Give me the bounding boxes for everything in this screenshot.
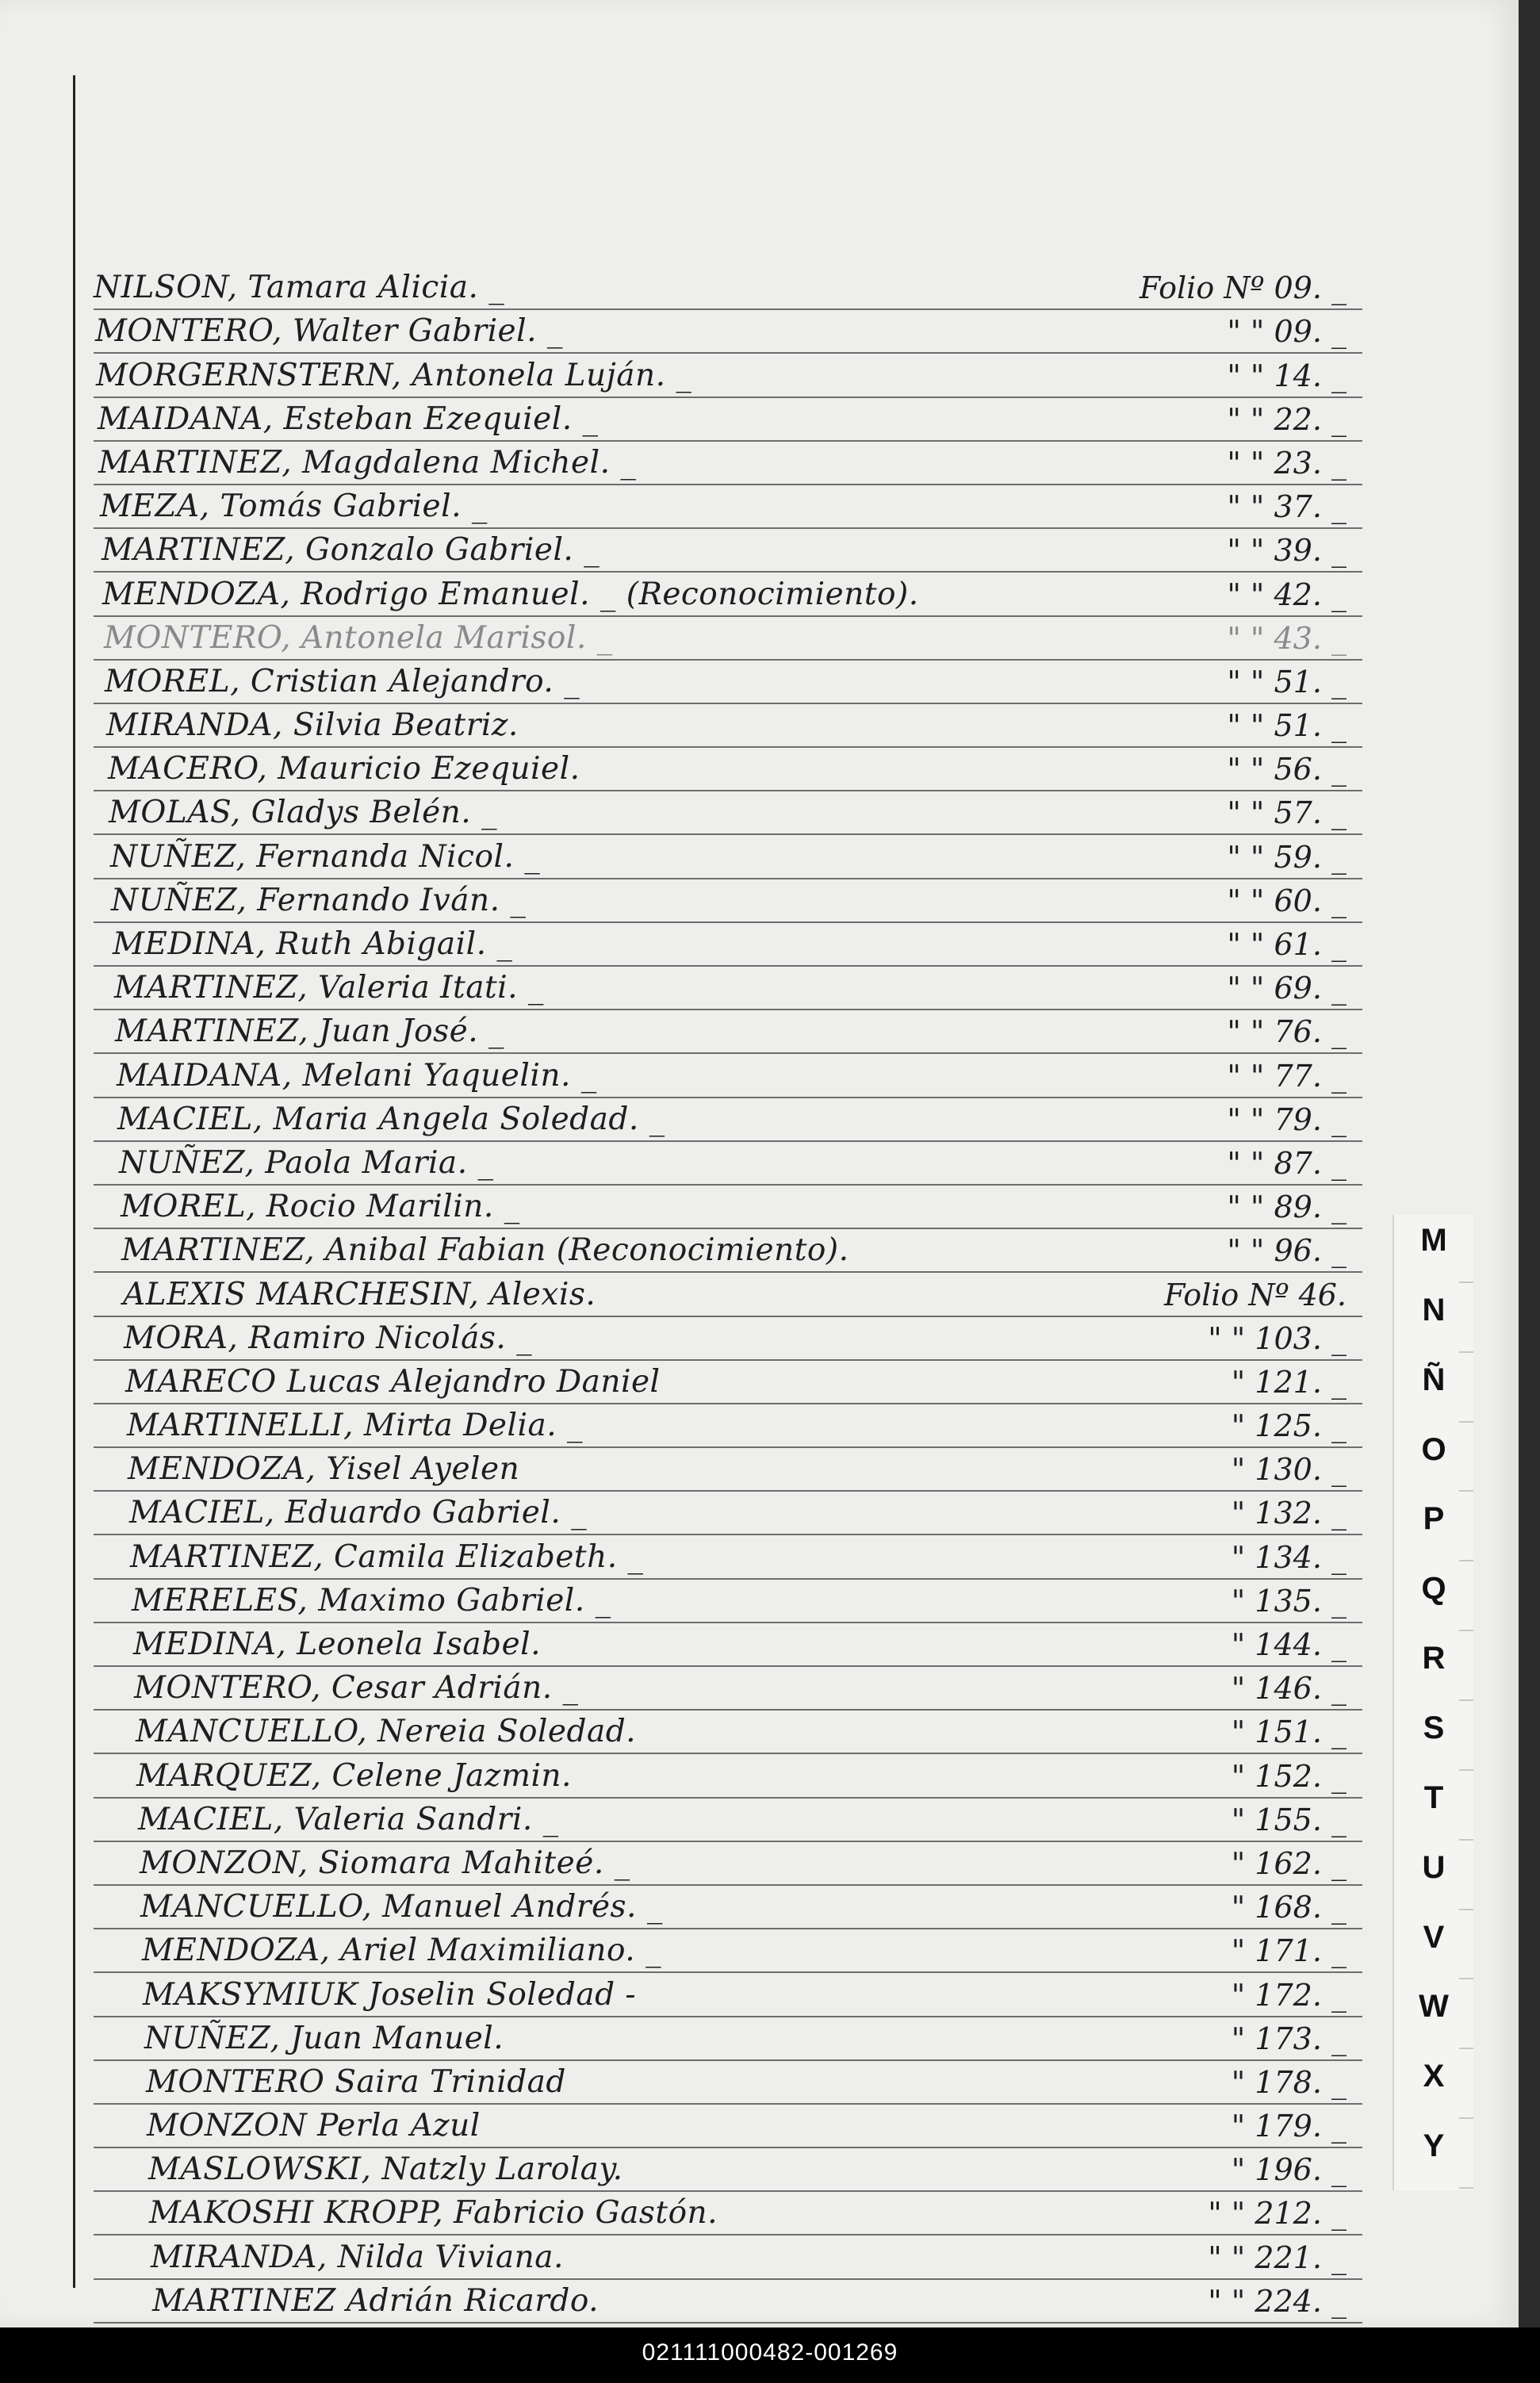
entry-name: MEZA, Tomás Gabriel. _ (100, 488, 488, 525)
entry-name: MARTINEZ, Camila Elizabeth. _ (130, 1538, 644, 1575)
tab-divider (1459, 1282, 1473, 1283)
entry-folio: " 155. _ (1231, 1802, 1347, 1837)
entry-name: MARTINEZ, Valeria Itati. _ (114, 970, 544, 1006)
entry-name: MORGERNSTERN, Antonela Luján. _ (96, 357, 692, 393)
entry-name: MONTERO, Walter Gabriel. _ (95, 313, 563, 350)
entry-folio: " " 37. _ (1227, 489, 1347, 525)
alphabet-index-tab (1393, 1215, 1473, 2190)
ledger-row (94, 2105, 1362, 2148)
ledger-row (94, 1229, 1362, 1273)
entry-folio: " " 76. _ (1227, 1014, 1347, 1050)
ledger-row (94, 2017, 1362, 2061)
alphabet-letter: O (1421, 1432, 1446, 1467)
entry-folio: " " 43. _ (1227, 620, 1347, 656)
entry-folio: " " 89. _ (1227, 1190, 1347, 1225)
ledger-row (94, 748, 1362, 791)
ledger-row (94, 879, 1362, 923)
entry-name: MENDOZA, Rodrigo Emanuel. _ (Reconocimiento). (102, 576, 919, 612)
entry-name: MAKOSHI KROPP, Fabricio Gastón. (149, 2195, 718, 2232)
alphabet-letter: X (1423, 2059, 1445, 2094)
ledger-row (94, 1098, 1362, 1142)
entry-name: MENDOZA, Yisel Ayelen (128, 1451, 520, 1488)
entry-name: MARTINEZ, Gonzalo Gabriel. _ (102, 532, 600, 569)
ledger-row (94, 310, 1362, 354)
ledger-row (94, 1754, 1362, 1798)
entry-name: NUÑEZ, Paola Maria. _ (119, 1144, 494, 1181)
entry-name: MOREL, Cristian Alejandro. _ (105, 663, 580, 699)
entry-name: MAIDANA, Esteban Ezequiel. _ (98, 400, 599, 437)
tab-divider (1459, 1351, 1473, 1353)
entry-name: ALEXIS MARCHESIN, Alexis. (123, 1276, 596, 1312)
ledger-row (94, 835, 1362, 879)
entry-name: MONTERO, Antonela Marisol. _ (104, 619, 613, 656)
entry-name: MORA, Ramiro Nicolás. _ (124, 1320, 533, 1356)
ledger-row (94, 661, 1362, 704)
entry-name: MARQUEZ, Celene Jazmin. (136, 1757, 572, 1794)
ledger-row (94, 1186, 1362, 1229)
ledger-row (94, 1142, 1362, 1186)
entry-name: MARTINEZ Adrián Ricardo. (152, 2282, 600, 2319)
entry-name: MOLAS, Gladys Belén. _ (109, 795, 498, 831)
entry-folio: " 125. _ (1231, 1408, 1347, 1444)
ledger-row (94, 1973, 1362, 2017)
entry-folio: " " 69. _ (1227, 971, 1347, 1006)
ledger-row (94, 1842, 1362, 1886)
entry-folio: " 151. _ (1231, 1714, 1347, 1750)
ledger-row (94, 923, 1362, 967)
ledger-row (94, 2235, 1362, 2279)
ledger-row (94, 1886, 1362, 1929)
entry-name: MANCUELLO, Manuel Andrés. _ (140, 1889, 663, 1925)
entry-folio: " 168. _ (1231, 1890, 1347, 1925)
entry-folio: " " 51. _ (1227, 708, 1347, 744)
entry-name: MONTERO, Cesar Adrián. _ (134, 1670, 579, 1707)
entry-folio: " " 103. _ (1208, 1320, 1347, 1356)
entry-name: MACIEL, Valeria Sandri. _ (138, 1801, 559, 1837)
alphabet-letter: Ñ (1422, 1362, 1446, 1397)
tab-divider (1459, 1839, 1473, 1841)
entry-name: MARTINEZ, Juan José. _ (115, 1013, 505, 1050)
entry-folio: " 179. _ (1231, 2109, 1347, 2144)
alphabet-letter: M (1420, 1223, 1447, 1258)
entry-folio: " 171. _ (1231, 1933, 1347, 1969)
entry-name: MARTINELLI, Mirta Delia. _ (127, 1408, 583, 1444)
entry-name: MAIDANA, Melani Yaquelin. _ (117, 1057, 597, 1094)
ledger-row (94, 1054, 1362, 1098)
entry-name: NUÑEZ, Fernando Iván. _ (111, 882, 527, 918)
entry-folio: " 144. _ (1231, 1627, 1347, 1662)
entry-folio: " " 224. _ (1208, 2283, 1347, 2319)
tab-divider (1459, 1699, 1473, 1701)
entry-name: MARTINEZ, Anibal Fabian (Reconocimiento). (121, 1232, 849, 1269)
entry-name: MACIEL, Eduardo Gabriel. _ (129, 1495, 588, 1531)
ledger-row (94, 1492, 1362, 1535)
ledger-row (94, 791, 1362, 835)
tab-divider (1459, 1978, 1473, 1979)
entry-name: NUÑEZ, Fernanda Nicol. _ (110, 838, 541, 875)
ledger-row (94, 2061, 1362, 2105)
ledger-row (94, 1535, 1362, 1579)
ledger-row (94, 1799, 1362, 1842)
ledger-row (94, 442, 1362, 485)
entry-folio: " " 87. _ (1227, 1145, 1347, 1181)
entry-folio: " 152. _ (1231, 1758, 1347, 1794)
ledger-row (94, 266, 1362, 310)
entry-folio: " " 79. _ (1227, 1101, 1347, 1137)
alphabet-letter: V (1423, 1920, 1445, 1955)
entry-name: MIRANDA, Nilda Viviana. (151, 2239, 564, 2275)
entry-folio: " " 14. _ (1227, 358, 1347, 393)
entry-folio: " 196. _ (1231, 2152, 1347, 2188)
entry-name: MACERO, Mauricio Ezequiel. (108, 751, 580, 787)
entry-folio: " " 09. _ (1227, 314, 1347, 350)
tab-divider (1459, 1769, 1473, 1771)
ledger-row (94, 1448, 1362, 1492)
entry-name: NILSON, Tamara Alicia. _ (94, 270, 505, 306)
entry-name: MONTERO Saira Trinidad (146, 2063, 566, 2100)
alphabet-letter: S (1423, 1711, 1445, 1745)
ledger-row (94, 1711, 1362, 1754)
ledger-row (94, 967, 1362, 1010)
entry-name: MENDOZA, Ariel Maximiliano. _ (142, 1933, 662, 1969)
ledger-row (94, 1580, 1362, 1623)
tab-divider (1459, 1490, 1473, 1492)
entry-folio: " " 56. _ (1227, 752, 1347, 787)
entry-name: MAKSYMIUK Joselin Soledad - (143, 1976, 637, 2013)
entry-folio: " " 96. _ (1227, 1233, 1347, 1269)
entry-folio: " " 42. _ (1227, 577, 1347, 612)
ledger-row (94, 617, 1362, 661)
entry-folio: " 172. _ (1231, 1977, 1347, 2013)
entry-name: MARECO Lucas Alejandro Daniel (125, 1363, 661, 1400)
ledger-row (94, 2148, 1362, 2192)
ledger-row (94, 1929, 1362, 1973)
entry-name: MARTINEZ, Magdalena Michel. _ (98, 444, 637, 481)
alphabet-letter: W (1419, 1989, 1449, 2024)
tab-divider (1459, 2117, 1473, 2119)
tab-divider (1459, 2048, 1473, 2049)
entry-name: MONZON Perla Azul (147, 2108, 481, 2144)
alphabet-letter: P (1423, 1501, 1445, 1536)
ledger-row (94, 1361, 1362, 1404)
entry-name: MERELES, Maximo Gabriel. _ (132, 1582, 611, 1619)
ledger-row (94, 398, 1362, 442)
ledger-row (94, 1010, 1362, 1054)
entry-name: MIRANDA, Silvia Beatriz. (106, 707, 519, 744)
entry-folio: " 130. _ (1231, 1452, 1347, 1488)
entry-folio: " 134. _ (1231, 1539, 1347, 1575)
entry-name: MANCUELLO, Nereia Soledad. (136, 1714, 637, 1750)
alphabet-letter: R (1422, 1641, 1446, 1676)
entry-folio: " " 59. _ (1227, 839, 1347, 875)
entry-folio: " 121. _ (1231, 1364, 1347, 1400)
entry-folio: " " 57. _ (1227, 795, 1347, 831)
entry-folio: " " 51. _ (1227, 664, 1347, 699)
ledger-row (94, 529, 1362, 573)
margin-line (73, 75, 75, 2288)
alphabet-letter: U (1422, 1850, 1446, 1885)
entry-name: NUÑEZ, Juan Manuel. (144, 2020, 504, 2056)
entry-folio: " 178. _ (1231, 2064, 1347, 2100)
tab-divider (1459, 1421, 1473, 1423)
ledger-row (94, 2280, 1362, 2324)
tab-divider (1459, 2187, 1473, 2189)
entry-folio: " " 61. _ (1227, 927, 1347, 962)
entry-list (94, 266, 1362, 2324)
entry-name: MOREL, Rocio Marilin. _ (121, 1189, 520, 1225)
alphabet-letter: Q (1421, 1571, 1446, 1606)
entry-name: MASLOWSKI, Natzly Larolay. (148, 2151, 623, 2188)
document-id-label: 021111000482-001269 (642, 2339, 898, 2366)
tab-divider (1459, 1560, 1473, 1561)
entry-folio: " " 77. _ (1227, 1058, 1347, 1094)
ledger-row (94, 1317, 1362, 1361)
entry-folio: " " 60. _ (1227, 883, 1347, 918)
entry-folio: " 146. _ (1231, 1671, 1347, 1707)
entry-folio: Folio Nº 46. (1163, 1277, 1347, 1312)
entry-folio: " " 221. _ (1208, 2239, 1347, 2275)
ledger-row (94, 1273, 1362, 1316)
ledger-row (94, 354, 1362, 397)
ledger-row (94, 2192, 1362, 2235)
entry-folio: " 162. _ (1231, 1845, 1347, 1881)
entry-folio: " 135. _ (1231, 1583, 1347, 1619)
ledger-row (94, 573, 1362, 616)
entry-folio: " 132. _ (1231, 1496, 1347, 1531)
entry-folio: Folio Nº 09. _ (1139, 270, 1347, 306)
entry-folio: " " 22. _ (1227, 401, 1347, 437)
ledger-row (94, 485, 1362, 529)
entry-folio: " " 212. _ (1208, 2196, 1347, 2232)
ledger-row (94, 1404, 1362, 1448)
ledger-row (94, 704, 1362, 748)
entry-folio: " " 39. _ (1227, 533, 1347, 569)
entry-folio: " " 23. _ (1227, 445, 1347, 481)
ledger-row (94, 1667, 1362, 1711)
alphabet-letter: N (1422, 1293, 1446, 1328)
entry-name: MACIEL, Maria Angela Soledad. _ (117, 1101, 665, 1137)
entry-name: MONZON, Siomara Mahiteé. _ (140, 1845, 630, 1881)
ledger-row (94, 1623, 1362, 1667)
tab-divider (1459, 1630, 1473, 1631)
entry-name: MEDINA, Ruth Abigail. _ (113, 926, 513, 962)
entry-name: MEDINA, Leonela Isabel. (133, 1626, 542, 1662)
alphabet-letter: T (1423, 1780, 1444, 1815)
tab-divider (1459, 1909, 1473, 1910)
entry-folio: " 173. _ (1231, 2021, 1347, 2056)
alphabet-letter: Y (1423, 2128, 1445, 2163)
